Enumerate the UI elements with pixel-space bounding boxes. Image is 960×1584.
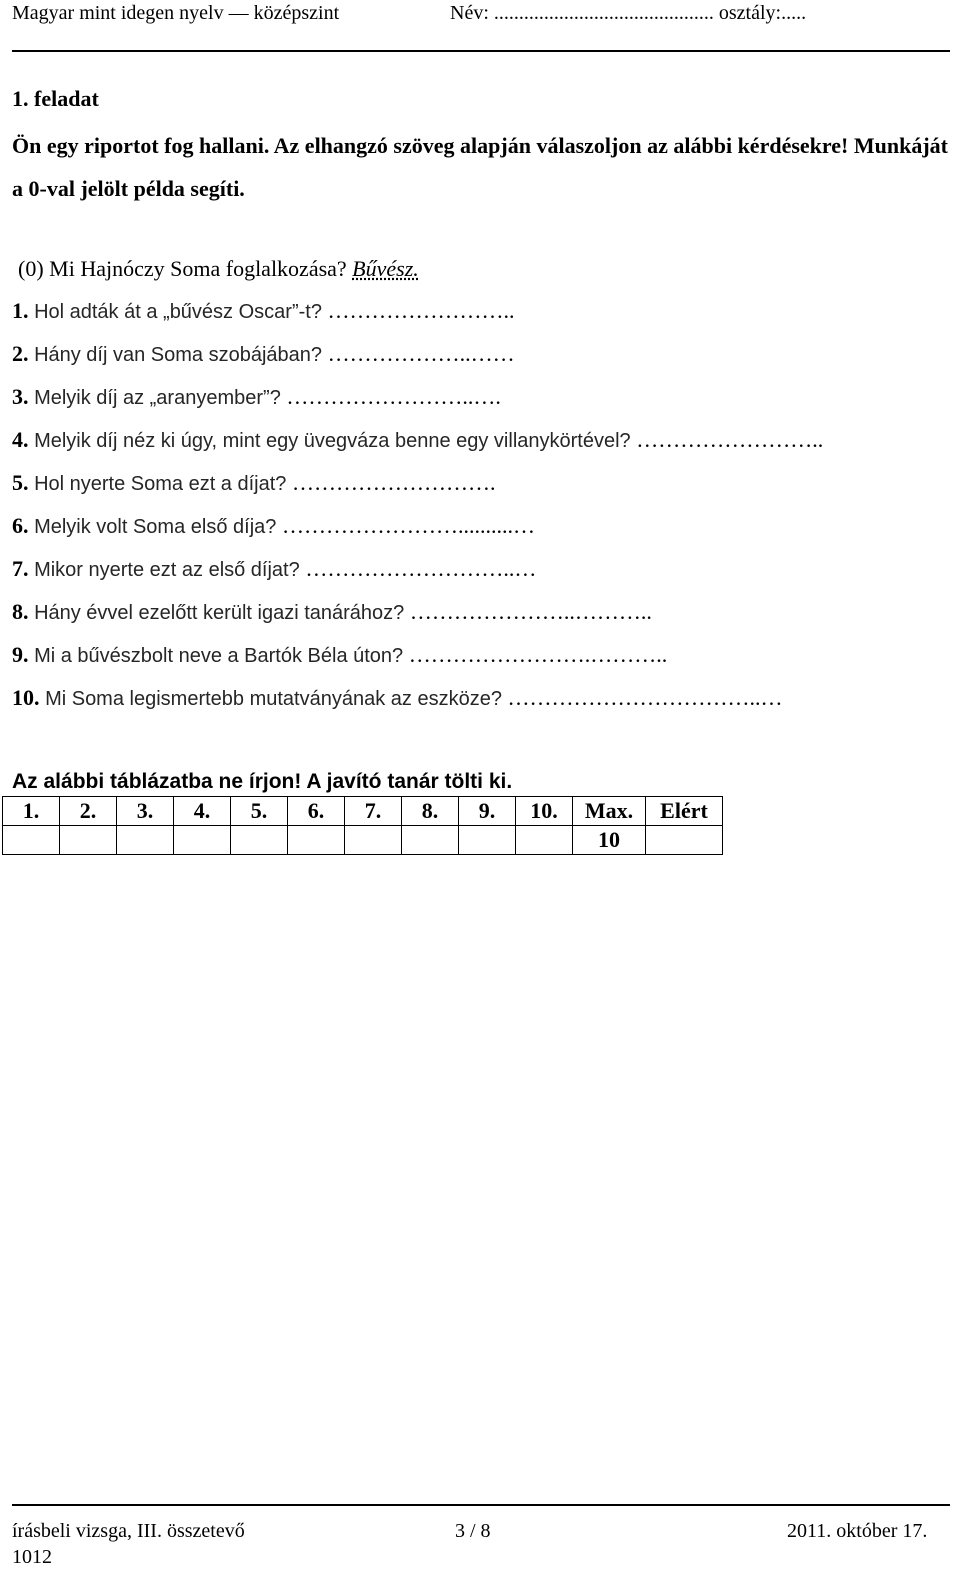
question-number: 5. (12, 470, 29, 495)
task-title: 1. feladat (12, 86, 99, 111)
example-question-text: Mi Hajnóczy Soma foglalkozása? (49, 256, 347, 281)
grading-header-cell: 4. (174, 797, 231, 826)
question-8 (12, 599, 652, 625)
grading-header-cell: Max. (573, 797, 646, 826)
question-number: 10. (12, 685, 40, 710)
achieved-score-cell[interactable] (646, 826, 723, 855)
question-text: Melyik volt Soma első díja? (34, 516, 277, 538)
question-number: 8. (12, 599, 29, 624)
grading-header-row (3, 797, 723, 826)
question-text: Hol adták át a „bűvész Oscar”-t? (34, 301, 322, 323)
grading-header-cell: 2. (60, 797, 117, 826)
grading-score-row (3, 826, 723, 855)
question-text: Hány évvel ezelőtt került igazi tanárához? (34, 602, 405, 624)
question-9 (12, 642, 667, 668)
question-3 (12, 384, 501, 410)
question-text: Mi a bűvészbolt neve a Bartók Béla úton? (34, 645, 404, 667)
grading-header-cell: 7. (345, 797, 402, 826)
score-cell-1[interactable] (3, 826, 60, 855)
footer-exam-part: írásbeli vizsga, III. összetevő (12, 1520, 245, 1542)
question-1 (12, 298, 515, 324)
question-number: 3. (12, 384, 29, 409)
footer-date: 2011. október 17. (787, 1520, 928, 1542)
question-text: Hol nyerte Soma ezt a díjat? (34, 473, 287, 495)
question-6 (12, 513, 535, 539)
example-answer: Bűvész. (352, 256, 419, 281)
grading-header-cell: 3. (117, 797, 174, 826)
score-cell-8[interactable] (402, 826, 459, 855)
answer-blank[interactable]: ……………………..…. (286, 384, 501, 409)
answer-blank[interactable]: ………………..…… (327, 341, 515, 366)
answer-blank[interactable]: ……………………..........… (281, 513, 535, 538)
grading-header-cell: 1. (3, 797, 60, 826)
score-cell-2[interactable] (60, 826, 117, 855)
question-4 (12, 427, 823, 453)
answer-blank[interactable]: ……………………………..… (507, 685, 783, 710)
question-7 (12, 556, 536, 582)
question-text: Hány díj van Soma szobájában? (34, 344, 323, 366)
question-number: 7. (12, 556, 29, 581)
question-text: Mi Soma legismertebb mutatványának az eszköze? (45, 688, 502, 710)
question-10 (12, 685, 783, 711)
answer-blank[interactable]: …………………….. (636, 427, 824, 452)
score-cell-6[interactable] (288, 826, 345, 855)
answer-blank[interactable]: …………………….. (327, 298, 515, 323)
header-name-class-fields: Név: ............................................ osztály:..... (450, 2, 807, 24)
grading-header-cell: 10. (516, 797, 573, 826)
question-text: Melyik díj néz ki úgy, mint egy üvegváza benne egy villanykörtével? (34, 430, 631, 452)
question-5 (12, 470, 495, 496)
answer-blank[interactable]: …………………..……….. (409, 599, 652, 624)
question-number: 4. (12, 427, 29, 452)
grading-header-cell: 8. (402, 797, 459, 826)
score-cell-5[interactable] (231, 826, 288, 855)
page-number: 3 / 8 (455, 1520, 491, 1542)
header-divider (12, 50, 950, 52)
grading-header-cell: 6. (288, 797, 345, 826)
footer-code: 1012 (12, 1546, 52, 1568)
header-exam-title: Magyar mint idegen nyelv — középszint (12, 2, 340, 24)
score-cell-10[interactable] (516, 826, 573, 855)
grading-note: Az alábbi táblázatba ne írjon! A javító tanár tölti ki. (12, 770, 513, 793)
task-instruction: Ön egy riportot fog hallani. Az elhangzó szöveg alapján válaszoljon az alábbi kérdésekre! Munkáját a 0-val jelölt példa segíti. (12, 133, 948, 201)
grading-header-cell: Elért (646, 797, 723, 826)
question-number: 2. (12, 341, 29, 366)
example-question (18, 256, 419, 282)
score-cell-3[interactable] (117, 826, 174, 855)
question-2 (12, 341, 515, 367)
max-score-cell: 10 (573, 826, 646, 855)
answer-blank[interactable]: …………………….……….. (408, 642, 668, 667)
score-cell-9[interactable] (459, 826, 516, 855)
score-cell-7[interactable] (345, 826, 402, 855)
answer-blank[interactable]: ………………………..… (305, 556, 537, 581)
grading-header-cell: 5. (231, 797, 288, 826)
footer-divider (12, 1504, 950, 1506)
example-label: (0) (18, 256, 44, 281)
question-text: Mikor nyerte ezt az első díjat? (34, 559, 300, 581)
question-number: 9. (12, 642, 29, 667)
grading-header-cell: 9. (459, 797, 516, 826)
question-number: 1. (12, 298, 29, 323)
score-cell-4[interactable] (174, 826, 231, 855)
answer-blank[interactable]: ………………………. (291, 470, 496, 495)
grading-table (2, 796, 723, 855)
question-number: 6. (12, 513, 29, 538)
question-text: Melyik díj az „aranyember”? (34, 387, 281, 409)
